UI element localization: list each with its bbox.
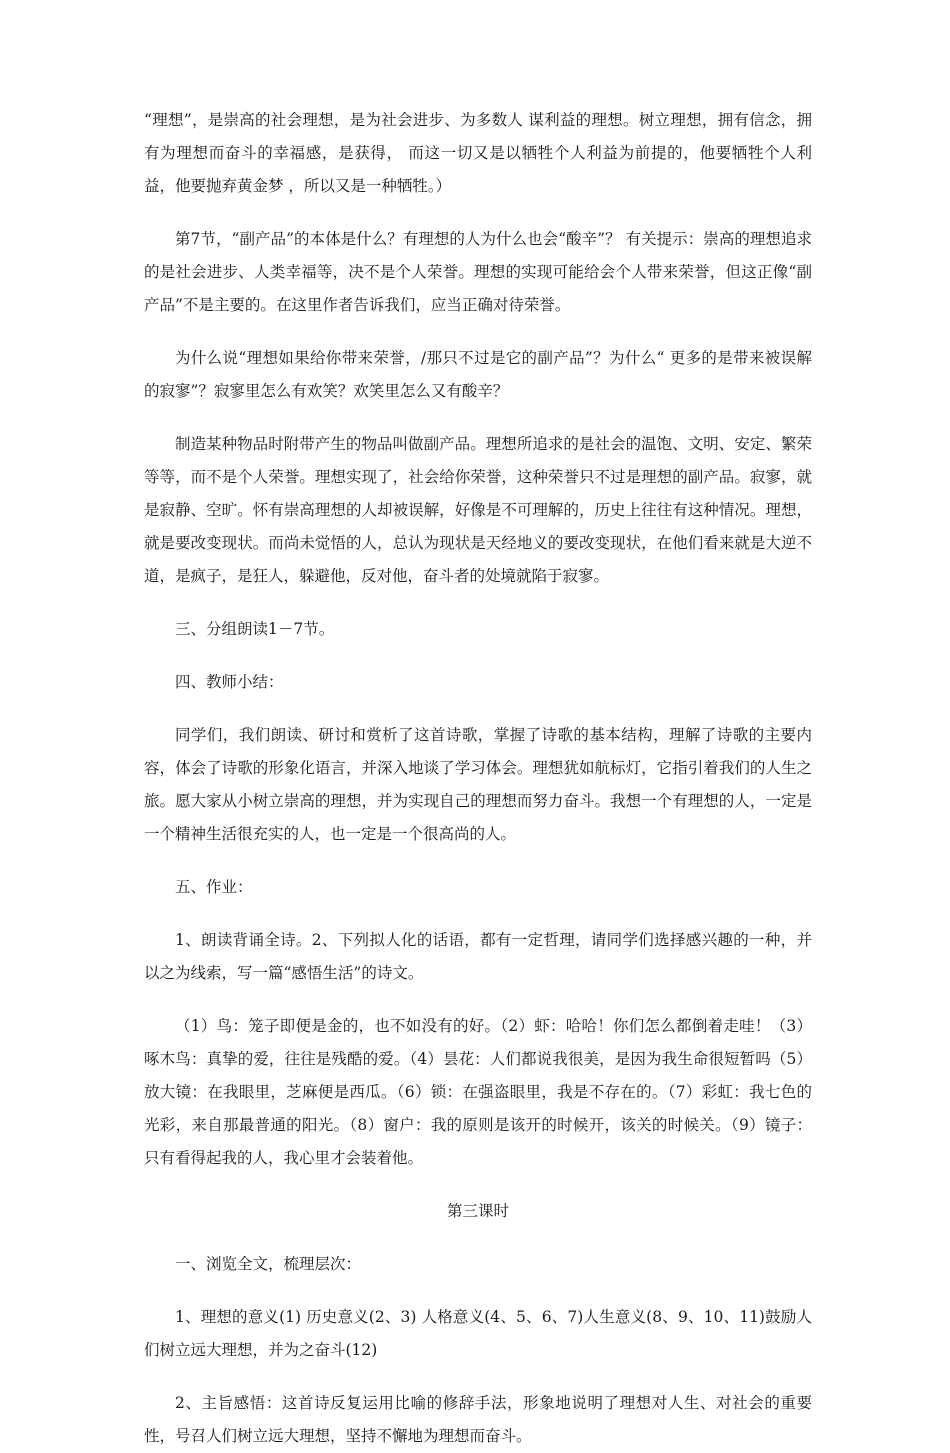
paragraph-personified-sayings: （1）鸟：笼子即便是金的，也不如没有的好。（2）虾：哈哈！你们怎么都倒着走哇！（3）啄木鸟：真挚的爱，往往是残酷的爱。（4）昙花：人们都说我很美，是因为我生命很短暂吗（5）放大镜：在我眼里，芝麻便是西瓜。（6）锁：在强盗眼里，我是不存在的。（7）彩虹：我七色的光彩，来自那最普通的阳光。（8）窗户：我的原则是该开的时候开，该关的时候关。（9）镜子：只有看得起我的人，我心里才会装着他。 bbox=[144, 1017, 812, 1167]
paragraph-meaning-of-ideal: 1、理想的意义(1) 历史意义(2、3) 人格意义(4、5、6、7)人生意义(8、9、10、11)鼓励人们树立远大理想，并为之奋斗(12) bbox=[144, 1308, 812, 1359]
paragraph-homework-tasks: 1、朗读背诵全诗。2、下列拟人化的话语，都有一定哲理，请同学们选择感兴趣的一种，并以之为线索，写一篇“感悟生活”的诗文。 bbox=[144, 931, 812, 982]
heading-homework: 五、作业： bbox=[175, 878, 253, 896]
paragraph-teacher-summary: 同学们，我们朗读、研讨和赏析了这首诗歌，掌握了诗歌的基本结构，理解了诗歌的主要内容，体会了诗歌的形象化语言，并深入地谈了学习体会。理想犹如航标灯，它指引着我们的人生之旅。愿大家从小树立崇高的理想，并为实现自己的理想而努力奋斗。我想一个有理想的人，一定是一个精神生活很充实的人，也一定是一个很高尚的人。 bbox=[144, 726, 812, 843]
paragraph-ideal-definition: “理想”，是崇高的社会理想，是为社会进步、为多数人 谋利益的理想。树立理想，拥有信念，拥有为理想而奋斗的幸福感，是获得， 而这一切又是以牺牲个人利益为前提的，他要牺牲个人利益，他要抛弃黄金梦 ，所以又是一种牺牲。） bbox=[144, 111, 812, 195]
paragraph-byproduct-explanation: 制造某种物品时附带产生的物品叫做副产品。理想所追求的是社会的温饱、文明、安定、繁荣等等，而不是个人荣誉。理想实现了，社会给你荣誉，这种荣誉只不过是理想的副产品。寂寥，就是寂静、空旷。怀有崇高理想的人却被误解，好像是不可理解的，历史上往往有这种情况。理想，就是要改变现状。而尚未觉悟的人，总认为现状是天经地义的要改变现状，在他们看来就是大逆不道，是疯子，是狂人，躲避他，反对他，奋斗者的处境就陷于寂寥。 bbox=[144, 435, 812, 585]
heading-browse-text: 一、浏览全文，梳理层次： bbox=[175, 1255, 362, 1273]
heading-teacher-summary: 四、教师小结： bbox=[175, 673, 284, 691]
paragraph-theme-insight: 2、主旨感悟：这首诗反复运用比喻的修辞手法，形象地说明了理想对人生、对社会的重要性，号召人们树立远大理想，坚持不懈地为理想而奋斗。 bbox=[144, 1394, 812, 1445]
heading-group-reading: 三、分组朗读1－7节。 bbox=[175, 620, 335, 638]
paragraph-question-honor: 为什么说“理想如果给你带来荣誉，/那只不过是它的副产品”？为什么“ 更多的是带来被误解的寂寥”？寂寥里怎么有欢笑？欢笑里怎么又有酸辛？ bbox=[144, 349, 812, 400]
heading-third-lesson: 第三课时 bbox=[446, 1202, 509, 1220]
paragraph-section-7: 第7节，“副产品”的本体是什么？有理想的人为什么也会“酸辛”？ 有关提示：崇高的理想追求的是社会进步、人类幸福等，决不是个人荣誉。理想的实现可能给会个人带来荣誉，但这正像“副产品”不是主要的。在这里作者告诉我们，应当正确对待荣誉。 bbox=[144, 230, 812, 314]
